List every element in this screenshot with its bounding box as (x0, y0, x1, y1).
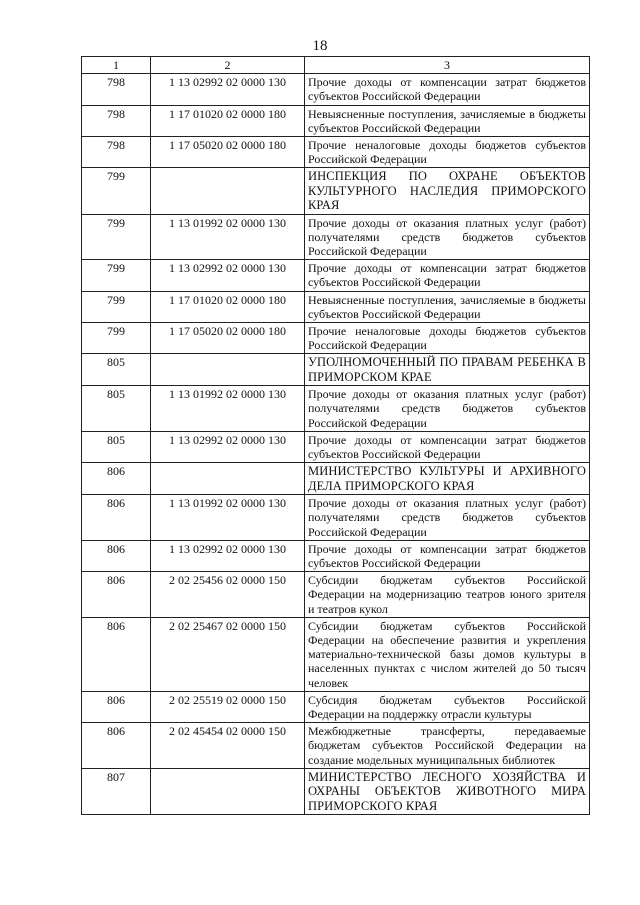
table-body (82, 74, 590, 815)
revenue-description-cell: Прочие доходы от компенсации затрат бюджетов субъектов Российской Федерации (305, 431, 590, 462)
revenue-description-cell: Прочие доходы от оказания платных услуг (работ) получателями средств бюджетов субъектов Российской Федерации (305, 386, 590, 432)
administrator-name-cell: МИНИСТЕРСТВО КУЛЬТУРЫ И АРХИВНОГО ДЕЛА ПРИМОРСКОГО КРАЯ (305, 463, 590, 495)
administrator-code-cell: 806 (82, 617, 151, 691)
revenue-description-cell: Прочие неналоговые доходы бюджетов субъектов Российской Федерации (305, 323, 590, 354)
administrator-code-cell: 806 (82, 463, 151, 495)
administrator-name-cell: МИНИСТЕРСТВО ЛЕСНОГО ХОЗЯЙСТВА И ОХРАНЫ ОБЪЕКТОВ ЖИВОТНОГО МИРА ПРИМОРСКОГО КРАЯ (305, 768, 590, 814)
table-row (82, 214, 590, 260)
table-header-row (82, 57, 590, 74)
revenue-description-cell: Невыясненные поступления, зачисляемые в бюджеты субъектов Российской Федерации (305, 105, 590, 136)
revenue-code-cell: 1 13 01992 02 0000 130 (151, 214, 305, 260)
administrator-code-cell: 806 (82, 691, 151, 722)
table-row (82, 768, 590, 814)
administrator-code-cell: 799 (82, 291, 151, 322)
revenue-code-cell: 1 13 01992 02 0000 130 (151, 386, 305, 432)
revenue-description-cell: Прочие доходы от оказания платных услуг (работ) получателями средств бюджетов субъектов Российской Федерации (305, 495, 590, 541)
revenue-code-cell: 2 02 45454 02 0000 150 (151, 723, 305, 769)
revenue-code-cell: 1 13 01992 02 0000 130 (151, 495, 305, 541)
administrator-code-cell: 798 (82, 137, 151, 168)
page-number: 18 (312, 38, 328, 54)
table-row (82, 431, 590, 462)
budget-codes-table (81, 56, 590, 815)
table-row (82, 495, 590, 541)
table-row (82, 691, 590, 722)
table-row (82, 291, 590, 322)
revenue-code-cell: 1 17 05020 02 0000 180 (151, 323, 305, 354)
revenue-description-cell: Прочие доходы от компенсации затрат бюджетов субъектов Российской Федерации (305, 260, 590, 291)
administrator-code-cell: 799 (82, 168, 151, 214)
administrator-code-cell: 806 (82, 495, 151, 541)
revenue-code-cell: 1 13 02992 02 0000 130 (151, 74, 305, 105)
administrator-name-cell: ИНСПЕКЦИЯ ПО ОХРАНЕ ОБЪЕКТОВ КУЛЬТУРНОГО НАСЛЕДИЯ ПРИМОРСКОГО КРАЯ (305, 168, 590, 214)
table-row (82, 723, 590, 769)
revenue-description-cell: Субсидии бюджетам субъектов Российской Федерации на модернизацию театров юного зрителя и театров кукол (305, 572, 590, 618)
revenue-code-cell: 2 02 25456 02 0000 150 (151, 572, 305, 618)
administrator-code-cell: 807 (82, 768, 151, 814)
revenue-code-cell: 1 13 02992 02 0000 130 (151, 260, 305, 291)
administrator-code-cell: 806 (82, 723, 151, 769)
revenue-code-cell: 1 17 05020 02 0000 180 (151, 137, 305, 168)
revenue-code-cell: 2 02 25519 02 0000 150 (151, 691, 305, 722)
table-row (82, 540, 590, 571)
revenue-code-cell (151, 354, 305, 386)
table-row (82, 354, 590, 386)
table-row (82, 617, 590, 691)
column-header-2: 2 (151, 57, 305, 74)
table-row (82, 260, 590, 291)
revenue-code-cell: 2 02 25467 02 0000 150 (151, 617, 305, 691)
revenue-description-cell: Прочие доходы от компенсации затрат бюджетов субъектов Российской Федерации (305, 540, 590, 571)
revenue-description-cell: Субсидия бюджетам субъектов Российской Федерации на поддержку отрасли культуры (305, 691, 590, 722)
table-row (82, 74, 590, 105)
revenue-code-cell: 1 13 02992 02 0000 130 (151, 540, 305, 571)
table-row (82, 323, 590, 354)
revenue-code-cell (151, 463, 305, 495)
administrator-code-cell: 799 (82, 323, 151, 354)
administrator-code-cell: 805 (82, 354, 151, 386)
revenue-code-cell: 1 17 01020 02 0000 180 (151, 105, 305, 136)
administrator-code-cell: 805 (82, 431, 151, 462)
administrator-code-cell: 798 (82, 105, 151, 136)
revenue-description-cell: Невыясненные поступления, зачисляемые в бюджеты субъектов Российской Федерации (305, 291, 590, 322)
administrator-code-cell: 805 (82, 386, 151, 432)
revenue-description-cell: Межбюджетные трансферты, передаваемые бюджетам субъектов Российской Федерации на создание модельных муниципальных библиотек (305, 723, 590, 769)
revenue-description-cell: Прочие неналоговые доходы бюджетов субъектов Российской Федерации (305, 137, 590, 168)
column-header-3: 3 (305, 57, 590, 74)
table-row (82, 386, 590, 432)
column-header-1: 1 (82, 57, 151, 74)
revenue-code-cell: 1 13 02992 02 0000 130 (151, 431, 305, 462)
table-row (82, 463, 590, 495)
revenue-description-cell: Прочие доходы от оказания платных услуг (работ) получателями средств бюджетов субъектов Российской Федерации (305, 214, 590, 260)
revenue-description-cell: Субсидии бюджетам субъектов Российской Федерации на обеспечение развития и укрепления материально-технической базы домов культуры в населенных пунктах с числом жителей до 50 тысяч человек (305, 617, 590, 691)
table-row (82, 572, 590, 618)
revenue-code-cell (151, 168, 305, 214)
revenue-description-cell: Прочие доходы от компенсации затрат бюджетов субъектов Российской Федерации (305, 74, 590, 105)
administrator-code-cell: 798 (82, 74, 151, 105)
administrator-code-cell: 806 (82, 540, 151, 571)
revenue-code-cell (151, 768, 305, 814)
administrator-code-cell: 806 (82, 572, 151, 618)
table-row (82, 168, 590, 214)
revenue-code-cell: 1 17 01020 02 0000 180 (151, 291, 305, 322)
table-row (82, 105, 590, 136)
administrator-code-cell: 799 (82, 260, 151, 291)
table-row (82, 137, 590, 168)
administrator-code-cell: 799 (82, 214, 151, 260)
administrator-name-cell: УПОЛНОМОЧЕННЫЙ ПО ПРАВАМ РЕБЕНКА В ПРИМОРСКОМ КРАЕ (305, 354, 590, 386)
